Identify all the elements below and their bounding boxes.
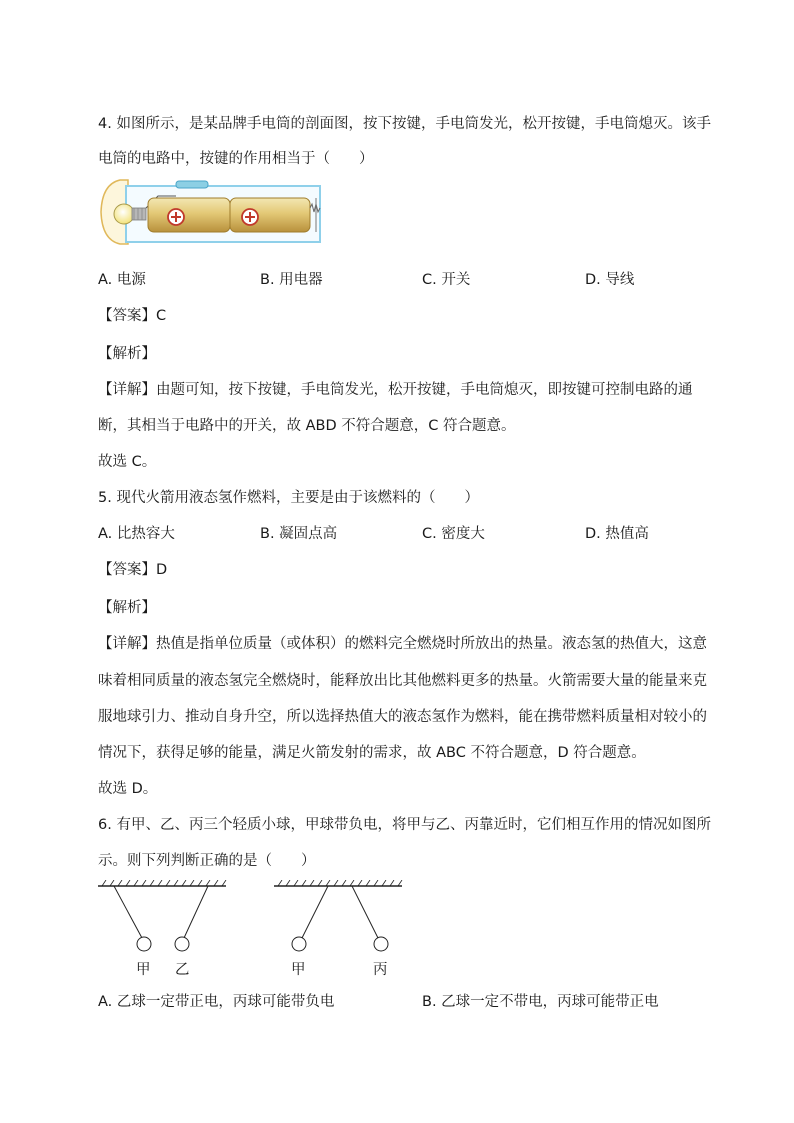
q5-detail-line4: 情况下，获得足够的能量，满足火箭发射的需求，故 ABC 不符合题意，D 符合题意。: [98, 745, 646, 761]
flashlight-figure: [98, 176, 324, 252]
q6-option-a: A. 乙球一定带正电，丙球可能带负电: [98, 994, 335, 1010]
q4-choose: 故选 C。: [98, 454, 157, 470]
q5-option-b: B. 凝固点高: [260, 526, 338, 542]
q4-answer: 【答案】C: [98, 308, 167, 324]
q4-option-a: A. 电源: [98, 272, 146, 288]
q5-choose: 故选 D。: [98, 781, 158, 797]
ball-label-jia-2: 甲: [291, 962, 306, 978]
q6-stem-line1: 6. 有甲、乙、丙三个轻质小球，甲球带负电，将甲与乙、丙靠近时，它们相互作用的情况如图所: [98, 817, 711, 833]
q6-option-b: B. 乙球一定不带电，丙球可能带正电: [422, 994, 659, 1010]
q5-detail-line1: 【详解】热值是指单位质量（或体积）的燃料完全燃烧时所放出的热量。液态氢的热值大，这意: [98, 636, 707, 652]
ball-label-yi: 乙: [175, 962, 190, 978]
q4-stem-line2: 电筒的电路中，按键的作用相当于（ ）: [98, 151, 374, 167]
q4-option-c: C. 开关: [422, 272, 471, 288]
q5-analysis-label: 【解析】: [98, 600, 156, 616]
q6-stem-line2: 示。则下列判断正确的是（ ）: [98, 853, 316, 869]
q5-option-a: A. 比热容大: [98, 526, 175, 542]
pendulum-figure: [96, 880, 406, 984]
q4-analysis-label: 【解析】: [98, 346, 156, 362]
q5-stem: 5. 现代火箭用液态氢作燃料，主要是由于该燃料的（ ）: [98, 490, 479, 506]
q4-option-d: D. 导线: [585, 272, 635, 288]
ball-label-bing: 丙: [373, 962, 388, 978]
ball-label-jia-1: 甲: [136, 962, 151, 978]
q4-detail-line2: 断，其相当于电路中的开关，故 ABD 不符合题意，C 符合题意。: [98, 418, 516, 434]
q4-detail-line1: 【详解】由题可知，按下按键，手电筒发光，松开按键，手电筒熄灭，即按键可控制电路的通: [98, 382, 693, 398]
q5-option-c: C. 密度大: [422, 526, 485, 542]
q5-detail-line3: 服地球引力、推动自身升空，所以选择热值大的液态氢作为燃料，能在携带燃料质量相对较小的: [98, 709, 707, 725]
q4-option-b: B. 用电器: [260, 272, 323, 288]
q4-stem-line1: 4. 如图所示，是某品牌手电筒的剖面图，按下按键，手电筒发光，松开按键，手电筒熄灭。该手: [98, 116, 711, 132]
flashlight-icon: [98, 176, 324, 248]
q5-option-d: D. 热值高: [585, 526, 649, 542]
q5-detail-line2: 味着相同质量的液态氢完全燃烧时，能释放出比其他燃料更多的热量。火箭需要大量的能量来克: [98, 673, 707, 689]
q5-answer: 【答案】D: [98, 562, 168, 578]
